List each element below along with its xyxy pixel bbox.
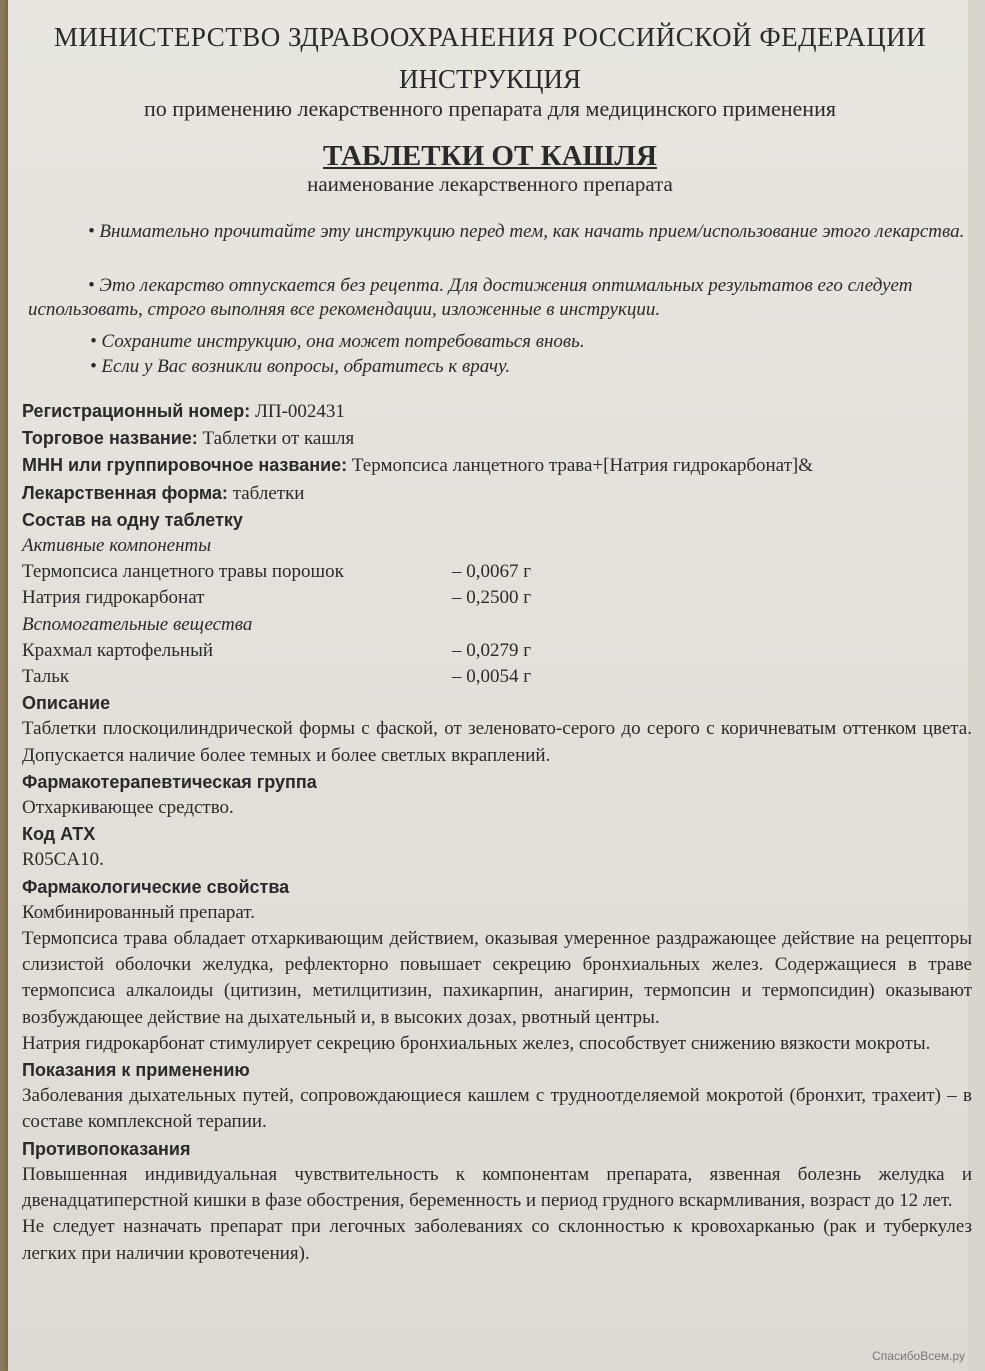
contraindications-title: Противопоказания [22, 1138, 191, 1159]
indications-text: Заболевания дыхательных путей, сопровождающиеся кашлем с трудноотделяемой мокротой (бронхит, трахеит) – в составе комплексной терапии. [22, 1085, 972, 1133]
pharm-group-text: Отхаркивающее средство. [22, 797, 234, 819]
pharm-props-p2: Термопсиса трава обладает отхаркивающим действием, оказывая умеренное раздражающее действие на рецепторы слизистой оболочки желудка, рефлекторно повышает секрецию бронхиальных желез. Содержащиеся в траве термопсиса алкалоиды (цитизин, метилцитизин, пахикарпин, анагирин, термопсин и термопсидин) оказывают возбуждающее действие на дыхательный и, в высоких дозах, рвотный центры. [22, 928, 972, 1028]
component-amount: – 0,0054 г [452, 666, 532, 688]
dosage-form-line [22, 480, 972, 507]
document-title: ИНСТРУКЦИЯ [399, 64, 581, 94]
active-components-title: Активные компоненты [22, 535, 212, 557]
inn-line [22, 452, 972, 479]
component-amount: – 0,0067 г [452, 561, 532, 583]
composition-row [22, 559, 972, 585]
watermark-logo: СпасибоВсем.ру [872, 1349, 965, 1363]
component-name: Тальк [22, 666, 70, 688]
pharm-props-title: Фармакологические свойства [22, 876, 290, 897]
pharm-group-title: Фармакотерапевтическая группа [22, 771, 317, 792]
contraindications-p1: Повышенная индивидуальная чувствительность к компонентам препарата, язвенная болезнь желудка и двенадцатиперстной кишки в фазе обострения, беременность и период грудного вскармливания, возраст до 12 лет. [22, 1163, 972, 1212]
drug-name: ТАБЛЕТКИ ОТ КАШЛЯ [323, 140, 657, 172]
warning-read-instruction: • Внимательно прочитайте эту инструкцию перед тем, как начать прием/использование этого лекарства. [88, 221, 965, 242]
pharm-props-p1: Комбинированный препарат. [22, 901, 256, 923]
description-text: Таблетки плоскоцилиндрической формы с фаской, от зеленовато-серого до серого с коричневатым оттенком цвета. Допускается наличие более темных и более светлых вкраплений. [22, 718, 972, 766]
pharm-props-p3: Натрия гидрокарбонат стимулирует секрецию бронхиальных желез, способствует снижению вязкости мокроты. [22, 1032, 931, 1054]
registration-label: Регистрационный номер: [22, 401, 251, 421]
drug-name-note: наименование лекарственного препарата [307, 172, 673, 196]
indications-title: Показания к применению [22, 1060, 250, 1081]
component-name: Термопсиса ланцетного травы порошок [22, 561, 344, 583]
excipients-title: Вспомогательные вещества [22, 613, 253, 635]
component-amount: – 0,2500 г [452, 587, 532, 609]
registration-line [22, 398, 972, 425]
document-purpose: по применению лекарственного препарата для медицинского применения [144, 96, 836, 121]
composition-title: Состав на одну таблетку [22, 509, 243, 530]
trade-name-label: Торговое название: [22, 428, 198, 449]
ministry-header: МИНИСТЕРСТВО ЗДРАВООХРАНЕНИЯ РОССИЙСКОЙ ФЕДЕРАЦИИ [53, 22, 927, 52]
component-name: Натрия гидрокарбонат [22, 587, 205, 609]
warning-questions: • Если у Вас возникли вопросы, обратитесь к врачу. [90, 356, 511, 377]
registration-value: ЛП-002431 [250, 401, 345, 422]
atc-title: Код АТХ [22, 824, 96, 845]
contraindications-p2: Не следует назначать препарат при легочных заболеваниях со склонностью к кровохарканью (рак и туберкулез легких при наличии кровотечения). [22, 1216, 972, 1264]
trade-name-value: Таблетки от кашля [197, 428, 355, 450]
dosage-form-value: таблетки [227, 482, 305, 504]
description-title: Описание [22, 693, 111, 714]
warning-otc: • Это лекарство отпускается без рецепта. Для достижения оптимальных результатов его следует использовать, строго выполняя все рекомендации, изложенные в инструкции. [28, 275, 913, 320]
warning-keep: • Сохраните инструкцию, она может потребоваться вновь. [90, 331, 585, 352]
composition-row [22, 664, 972, 690]
composition-row [22, 638, 972, 664]
leaflet-body [22, 398, 972, 1267]
inn-label: МНН или группировочное название: [22, 455, 348, 476]
composition-row [22, 585, 972, 611]
dosage-form-label: Лекарственная форма: [22, 482, 228, 503]
atc-code: R05CA10. [22, 849, 104, 871]
inn-value: Термопсиса ланцетного трава+[Натрия гидрокарбонат]& [347, 455, 814, 477]
component-amount: – 0,0279 г [452, 639, 532, 661]
trade-name-line [22, 425, 972, 452]
component-name: Крахмал картофельный [22, 639, 214, 661]
